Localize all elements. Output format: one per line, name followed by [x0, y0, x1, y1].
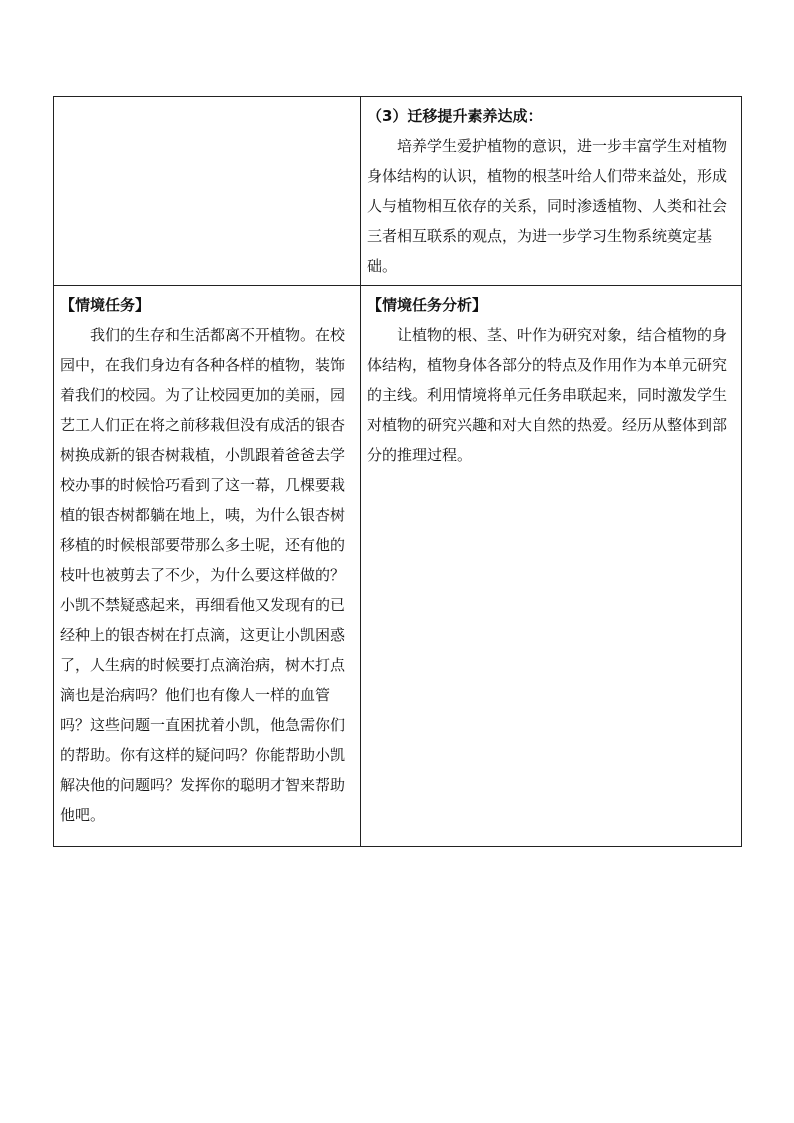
- goal-cell: [361, 97, 742, 286]
- content-table: [53, 96, 742, 847]
- analysis-paragraph: 让植物的根、茎、叶作为研究对象，结合植物的身体结构，植物身体各部分的特点及作用作为本单元研究的主线。利用情境将单元任务串联起来，同时激发学生对植物的研究兴趣和对大自然的热爱。经历从整体到部分的推理过程。: [367, 326, 728, 464]
- table-row: [54, 97, 742, 286]
- table-row: [54, 286, 742, 847]
- goal-heading: （3）迁移提升素养达成：: [367, 107, 543, 125]
- empty-cell: [54, 97, 361, 286]
- goal-paragraph: 培养学生爱护植物的意识，进一步丰富学生对植物身体结构的认识，植物的根茎叶给人们带来益处，形成人与植物相互依存的关系，同时渗透植物、人类和社会三者相互联系的观点，为进一步学习生物系统奠定基础。: [367, 137, 728, 275]
- task-heading: 【情境任务】: [60, 296, 151, 314]
- task-paragraph: 我们的生存和生活都离不开植物。在校园中，在我们身边有各种各样的植物，装饰着我们的校园。为了让校园更加的美丽，园艺工人们正在将之前移栽但没有成活的银杏树换成新的银杏树栽植，小凯跟着爸爸去学校办事的时候恰巧看到了这一幕，几棵要栽植的银杏树都躺在地上，咦，为什么银杏树移植的时候根部要带那么多土呢，还有他的枝叶也被剪去了不少，为什么要这样做的？小凯不禁疑惑起来，再细看他又发现有的已经种上的银杏树在打点滴，这更让小凯困惑了，人生病的时候要打点滴治病，树木打点滴也是治病吗？他们也有像人一样的血管吗？这些问题一直困扰着小凯，他急需你们的帮助。你有这样的疑问吗？你能帮助小凯解决他的问题吗？发挥你的聪明才智来帮助他吧。: [60, 326, 346, 824]
- analysis-heading: 【情境任务分析】: [367, 296, 488, 314]
- analysis-cell: [361, 286, 742, 847]
- task-cell: [54, 286, 361, 847]
